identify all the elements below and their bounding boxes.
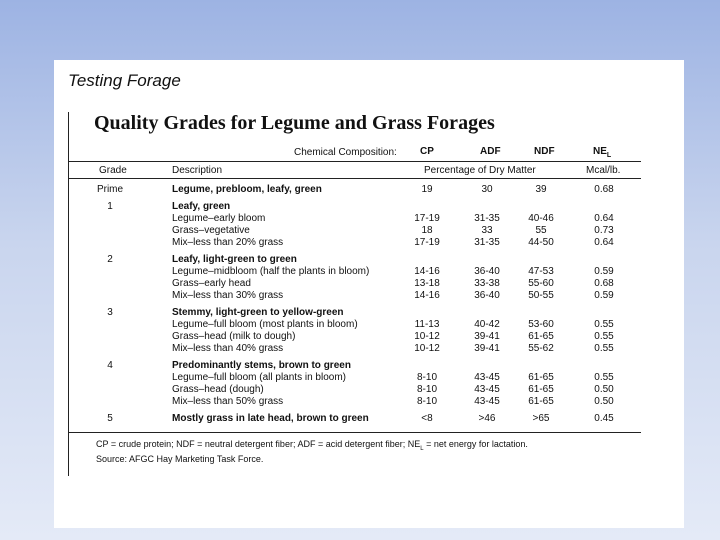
col-ne-header: $NE_L$ [593,146,612,159]
cell-ndf: 50-55 [528,290,554,301]
cell-ndf: 55-60 [528,278,554,289]
grade-header: Grade [99,165,127,176]
cell-description: Grass–early head [172,278,251,289]
cell-ne: 0.45 [594,413,614,424]
cell-ne: 0.50 [594,384,614,395]
cell-adf: >46 [478,413,496,424]
cell-cp: 10-12 [414,331,440,342]
slide-title: Testing Forage [68,71,181,90]
col-cp-header: CP [420,146,434,157]
cell-adf: 36-40 [474,290,500,301]
cell-adf: 31-35 [474,237,500,248]
cell-ne: 0.59 [594,290,614,301]
cell-description: Stemmy, light-green to yellow-green [172,307,344,318]
cell-ndf: 61-65 [528,331,554,342]
description-header: Description [172,165,223,176]
cell-description: Legume–early bloom [172,213,266,224]
cell-adf: 36-40 [474,266,500,277]
unit-header: Mcal/lb. [586,165,621,176]
cell-grade: Prime [96,184,124,195]
cell-adf: 31-35 [474,213,500,224]
cell-cp: 8-10 [416,372,437,383]
cell-description: Legume–full bloom (all plants in bloom) [172,372,346,383]
rule-header [69,178,641,179]
cell-ne: 0.55 [594,331,614,342]
cell-ne: 0.55 [594,319,614,330]
cell-adf: 33-38 [474,278,500,289]
cell-cp: 10-12 [414,343,440,354]
slide [54,60,684,528]
cell-adf: 39-41 [474,331,500,342]
cell-ne: 0.64 [594,213,614,224]
cell-description: Legume–full bloom (most plants in bloom) [172,319,358,330]
cell-adf: 43-45 [474,384,500,395]
cell-description: Legume–midbloom (half the plants in bloom) [172,266,370,277]
cell-adf: 43-45 [474,372,500,383]
col-adf-header: ADF [480,146,501,157]
table-title: Quality Grades for Legume and Grass Forages [94,112,495,134]
cell-ne: 0.59 [594,266,614,277]
cell-description: Grass–vegetative [172,225,250,236]
cell-ne: 0.73 [594,225,614,236]
cell-description: Mostly grass in late head, brown to green [172,413,369,424]
cell-ndf: 44-50 [528,237,554,248]
cell-cp: 13-18 [414,278,440,289]
cell-ndf: 61-65 [528,396,554,407]
cell-ndf: 55 [535,225,547,236]
cell-ne: 0.64 [594,237,614,248]
cell-cp: 8-10 [416,384,437,395]
cell-adf: 30 [481,184,493,195]
cell-description: Mix–less than 40% grass [172,343,284,354]
cell-adf: 40-42 [474,319,500,330]
cell-description: Mix–less than 50% grass [172,396,284,407]
cell-cp: <8 [421,413,433,424]
left-rule [68,112,69,476]
cell-cp: 19 [421,184,433,195]
cell-description: Leafy, green [172,201,231,212]
cell-grade: 4 [107,360,113,371]
cell-grade: 2 [107,254,113,265]
cell-ndf: 61-65 [528,384,554,395]
cell-adf: 33 [481,225,493,236]
cell-ne: 0.68 [594,278,614,289]
cell-adf: 43-45 [474,396,500,407]
percentage-header: Percentage of Dry Matter [424,165,536,176]
cell-ne: 0.55 [594,343,614,354]
cell-ndf: 40-46 [528,213,554,224]
cell-cp: 14-16 [414,266,440,277]
scanned-table [68,104,642,484]
cell-description: Mix–less than 30% grass [172,290,284,301]
cell-ndf: 53-60 [528,319,554,330]
cell-ndf: 55-62 [528,343,554,354]
cell-cp: 11-13 [414,319,440,330]
cell-grade: 1 [107,201,113,212]
cell-cp: 17-19 [414,213,440,224]
cell-grade: 3 [107,307,113,318]
cell-ndf: 61-65 [528,372,554,383]
chem-label: Chemical Composition: [294,147,397,158]
cell-description: Mix–less than 20% grass [172,237,284,248]
cell-ne: 0.68 [594,184,614,195]
cell-cp: 17-19 [414,237,440,248]
cell-description: Grass–head (milk to dough) [172,331,296,342]
cell-ne: 0.55 [594,372,614,383]
rule-top [69,161,641,162]
cell-description: Leafy, light-green to green [172,254,297,265]
cell-description: Grass–head (dough) [172,384,264,395]
cell-cp: 14-16 [414,290,440,301]
cell-cp: 18 [421,225,433,236]
cell-ndf: 47-53 [528,266,554,277]
rule-bottom [69,432,641,433]
cell-ndf: 39 [535,184,547,195]
cell-grade: 5 [107,413,113,424]
footnote-abbreviations: CP = crude protein; NDF = neutral detergent fiber; ADF = acid detergent fiber; $NE_L$ = net energy for lactation. [96,439,528,452]
footnote-source: Source: AFGC Hay Marketing Task Force. [96,454,264,464]
cell-adf: 39-41 [474,343,500,354]
cell-ndf: >65 [532,413,550,424]
cell-cp: 8-10 [416,396,437,407]
cell-ne: 0.50 [594,396,614,407]
col-ndf-header: NDF [534,146,555,157]
cell-description: Predominantly stems, brown to green [172,360,351,371]
cell-description: Legume, prebloom, leafy, green [172,184,322,195]
